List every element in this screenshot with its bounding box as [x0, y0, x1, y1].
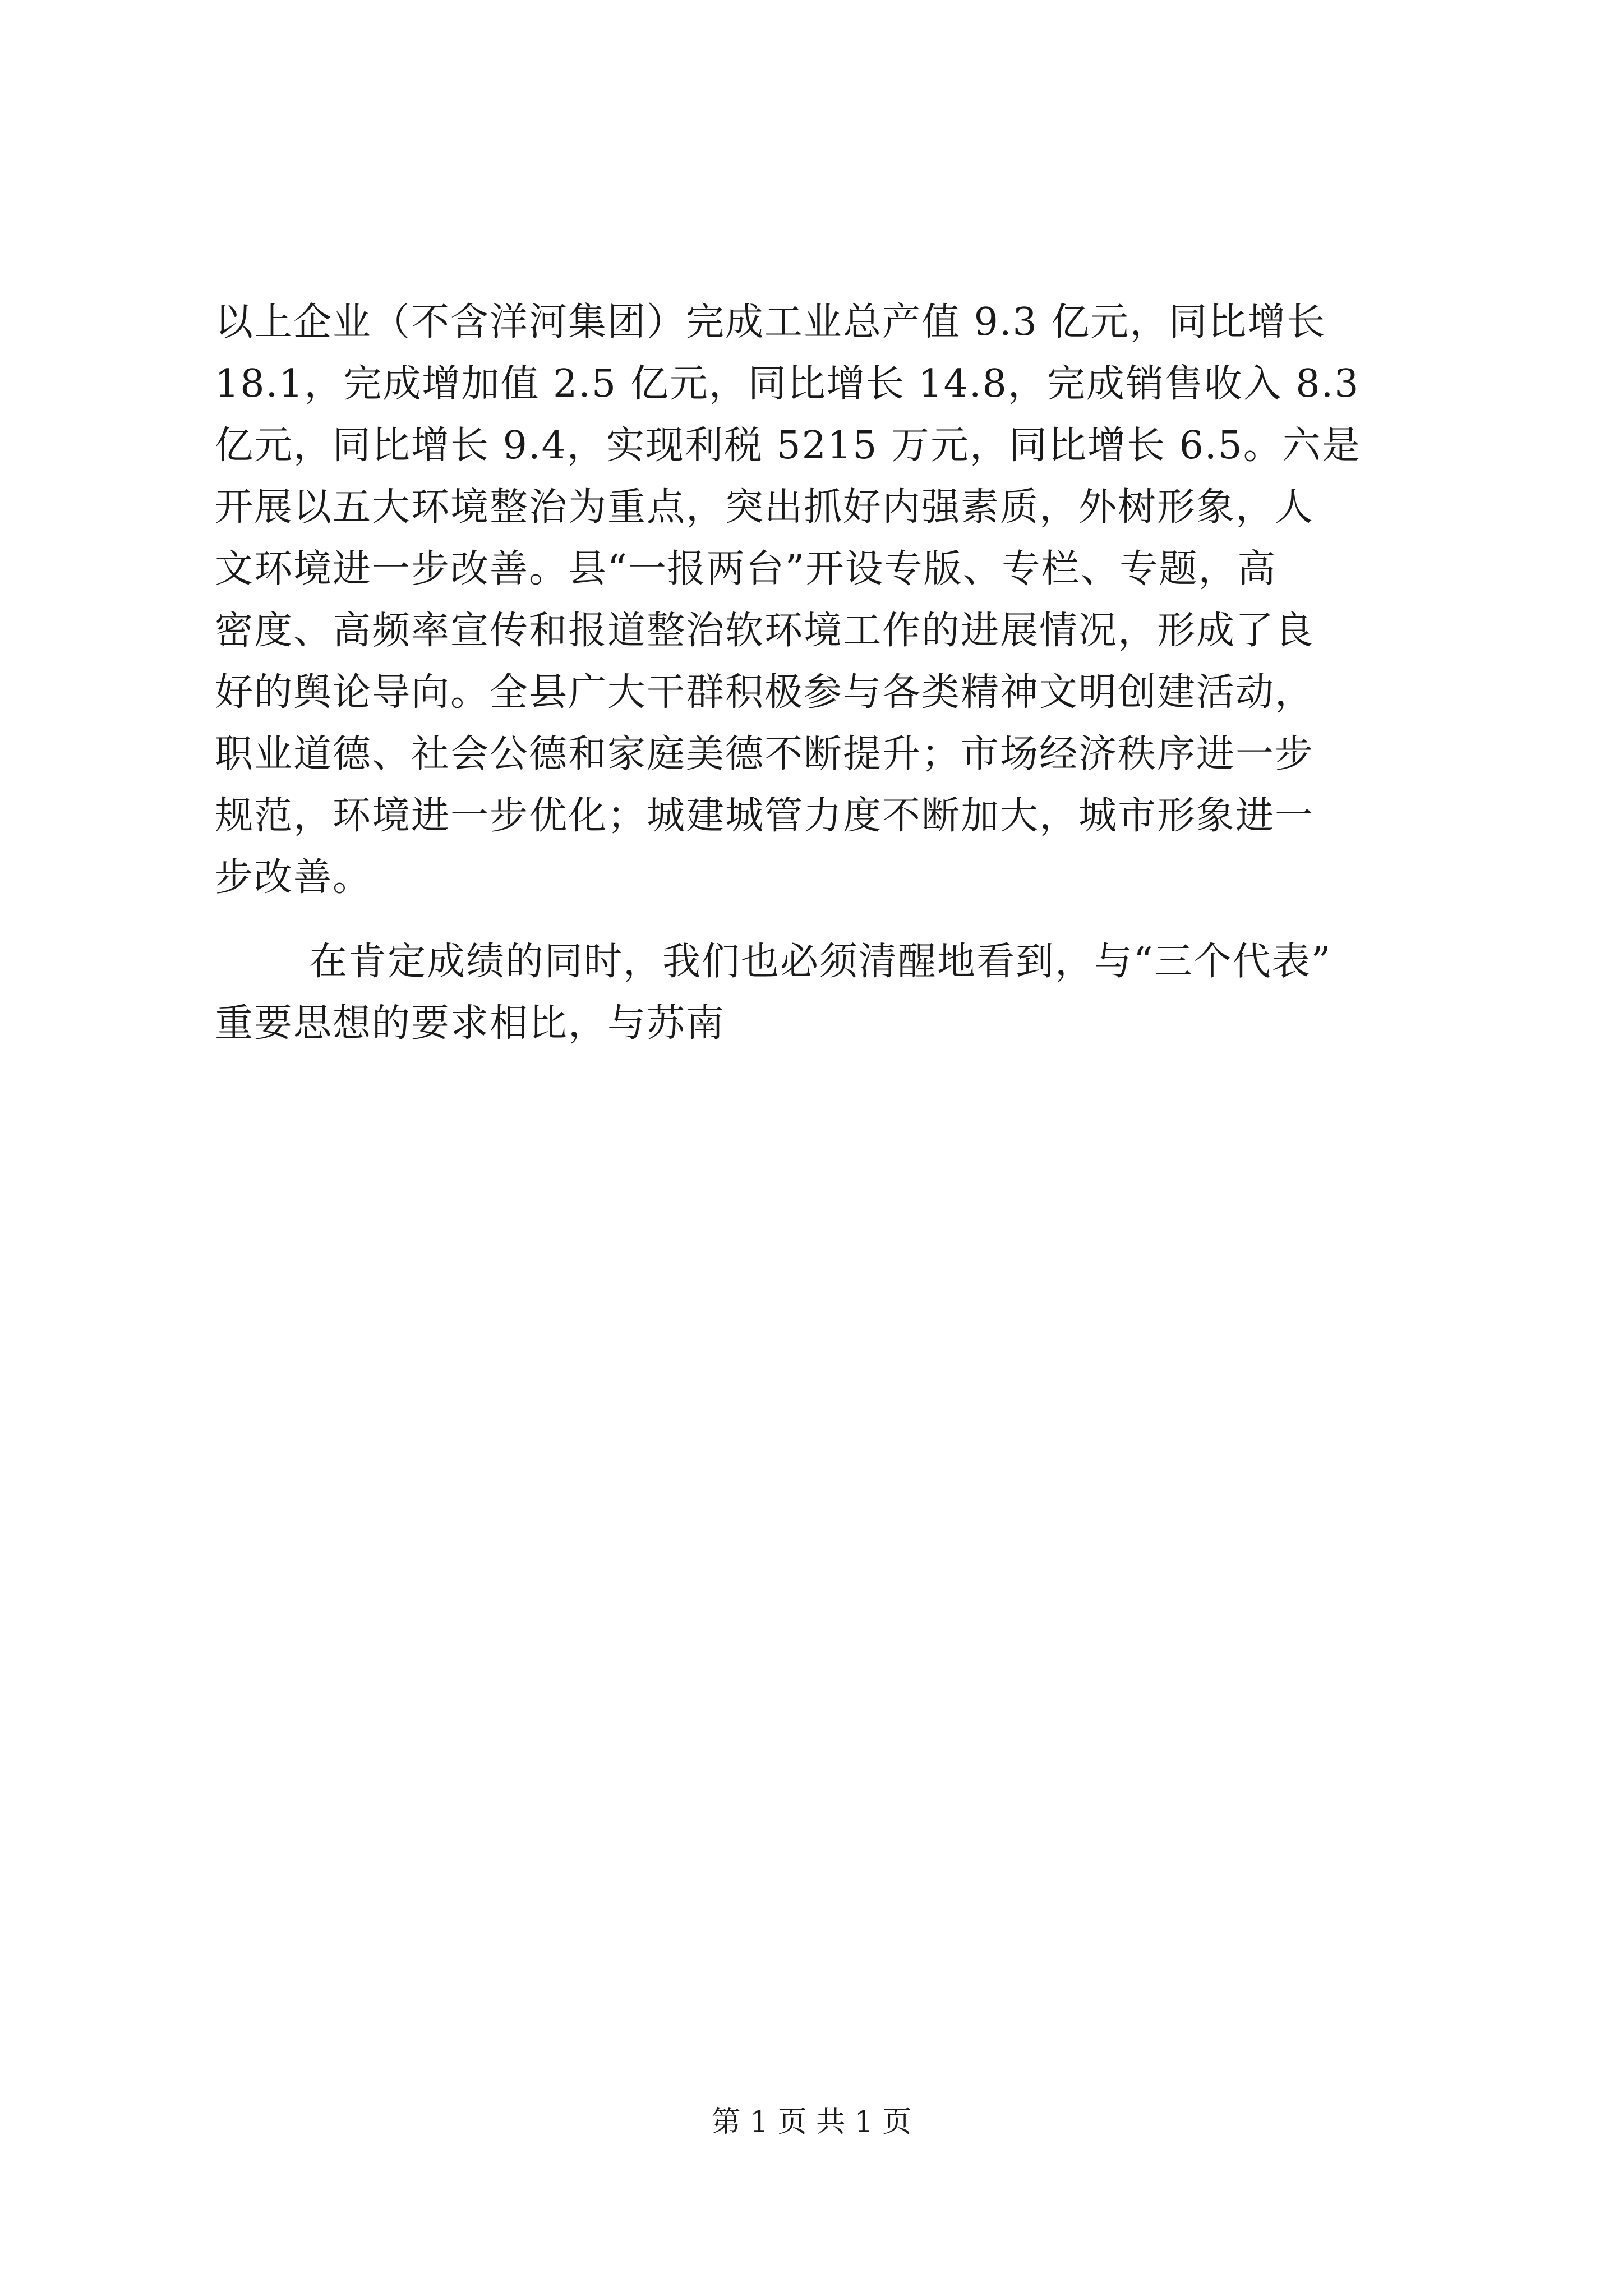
paragraph-1-line-9: 规范，环境进一步优化；城建城管力度不断加大，城市形象进一 [215, 794, 1315, 838]
paragraph-1-line-2: 18.1，完成增加值 2.5 亿元，同比增长 14.8，完成销售收入 8.3 [215, 362, 1360, 406]
paragraph-1-line-6: 密度、高频率宣传和报道整治软环境工作的进展情况，形成了良 [215, 609, 1315, 653]
page-number-footer: 第 1 页 共 1 页 [711, 2105, 912, 2139]
paragraph-2-line-1: 在肯定成绩的同时，我们也必须清醒地看到，与“三个代表” [309, 940, 1332, 984]
paragraph-1-line-8: 职业道德、社会公德和家庭美德不断提升；市场经济秩序进一步 [215, 732, 1315, 776]
document-body [215, 292, 1426, 1055]
paragraph-2-line-2: 重要思想的要求相比，与苏南 [215, 1001, 726, 1046]
paragraph-1-line-4: 开展以五大环境整治为重点，突出抓好内强素质，外树形象，人 [215, 485, 1315, 530]
paragraph-1-line-5: 文环境进一步改善。县“一报两台”开设专版、专栏、专题，高 [215, 547, 1277, 591]
paragraph-1-line-7: 好的舆论导向。全县广大干群积极参与各类精神文明创建活动， [215, 670, 1315, 715]
paragraph-1-line-3: 亿元，同比增长 9.4，实现利税 5215 万元，同比增长 6.5。六是 [215, 424, 1361, 468]
paragraph-1-line-10: 步改善。 [215, 855, 372, 900]
paragraph-1-line-1: 以上企业（不含洋河集团）完成工业总产值 9.3 亿元，同比增长 [215, 300, 1326, 344]
